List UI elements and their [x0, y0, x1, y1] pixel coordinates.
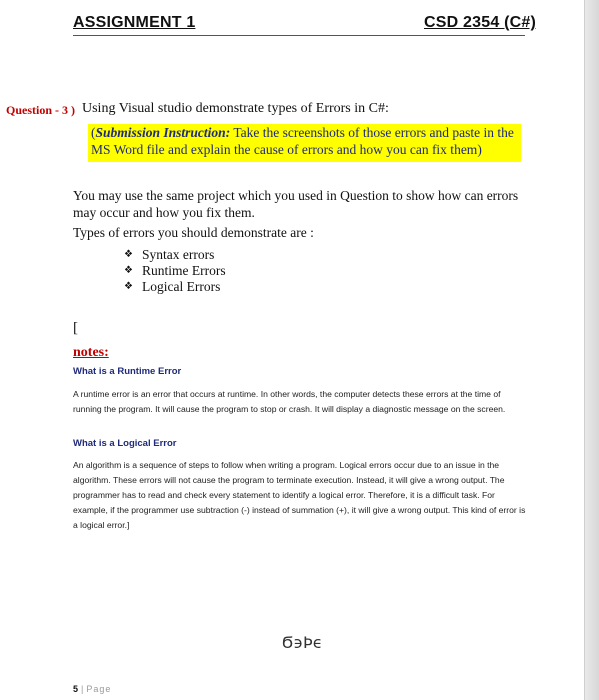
question-text: Using Visual studio demonstrate types of Errors in C#: — [82, 101, 389, 116]
instruction-text: Take the screenshots of those errors and paste in the MS Word file and explain the cause of errors and how you can fix them — [91, 125, 514, 157]
course-code: CSD 2354 (C#) — [424, 14, 536, 31]
question-label: Question - 3 ) — [6, 103, 75, 117]
section-ornament-icon: Ϭ϶Ϸϵ — [282, 633, 323, 652]
instruction-close-paren: ) — [477, 142, 482, 157]
instruction-bold-label: Submission Instruction: — [95, 125, 231, 140]
runtime-error-heading: What is a Runtime Error — [73, 366, 182, 377]
notes-heading: notes: — [73, 345, 109, 360]
page-word: Page — [86, 684, 112, 694]
list-item-text: Runtime Errors — [142, 263, 226, 278]
list-item — [124, 247, 226, 263]
close-bracket: ] — [126, 520, 130, 530]
header-divider — [73, 35, 525, 36]
submission-instruction — [91, 124, 523, 158]
paragraph-types: Types of errors you should demonstrate are : — [73, 225, 314, 240]
page-footer — [73, 684, 111, 694]
list-item-text: Syntax errors — [142, 247, 215, 262]
error-types-list — [124, 247, 226, 295]
logical-error-heading: What is a Logical Error — [73, 438, 177, 449]
list-item — [124, 263, 226, 279]
logical-error-body — [73, 458, 526, 533]
logical-error-text: An algorithm is a sequence of steps to follow when writing a program. Logical errors occur due to an issue in the algorithm. These errors will not cause the program to terminate execution. Instead, it will give a wrong output. The programmer has to read and check every statement to identify a logical error. Therefore, it is a difficult task. For example, if the programmer use subtraction (-) instead of summation (+), it will give a wrong output. This kind of error is a logical error. — [73, 460, 526, 530]
assignment-title: ASSIGNMENT 1 — [73, 14, 196, 31]
footer-separator: | — [81, 684, 84, 694]
runtime-error-body: A runtime error is an error that occurs at runtime. In other words, the computer detects these errors at the time of running the program. It will cause the program to stop or crash. It will display a diagnostic message on the screen. — [73, 389, 506, 414]
list-item — [124, 279, 226, 295]
viewer-edge — [584, 0, 599, 700]
page-number: 5 — [73, 684, 79, 694]
diamond-bullet-icon: ❖ — [124, 249, 133, 260]
paragraph-project: You may use the same project which you used in Question to show how can errors may occur and how you fix them. — [73, 188, 519, 220]
instruction-open-paren: ( — [91, 125, 96, 140]
diamond-bullet-icon: ❖ — [124, 265, 133, 276]
list-item-text: Logical Errors — [142, 279, 221, 294]
diamond-bullet-icon: ❖ — [124, 281, 133, 292]
open-bracket: [ — [73, 320, 78, 336]
